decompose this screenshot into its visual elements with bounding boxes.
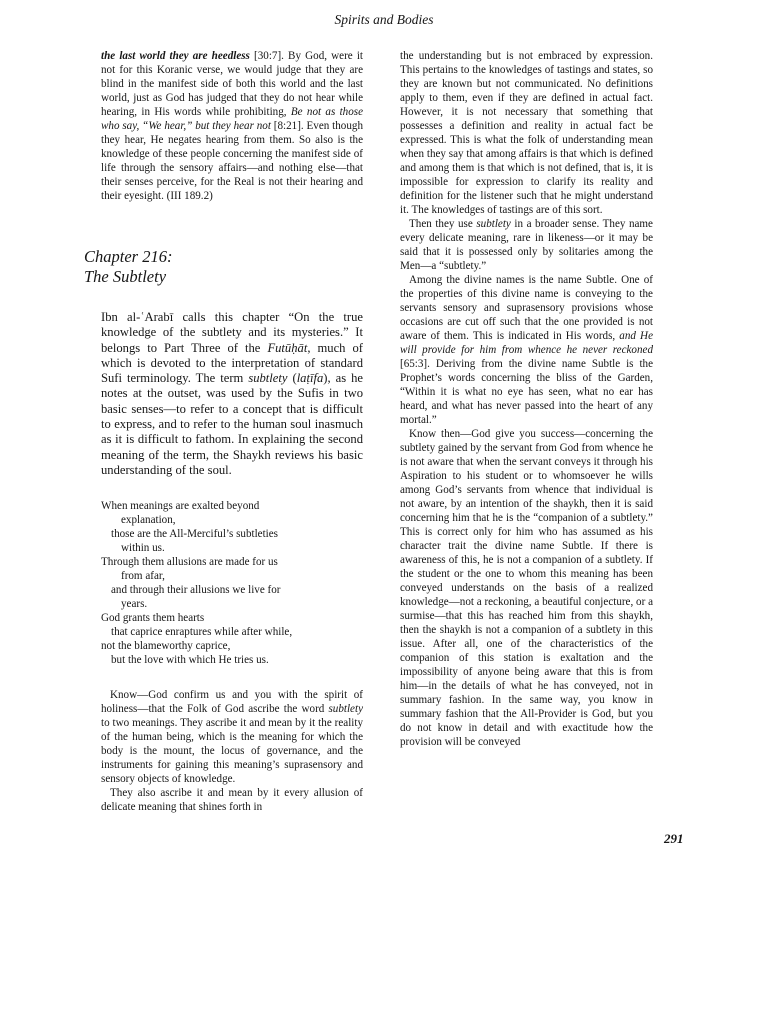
paragraph-text: to two meanings. They ascribe it and mean by it the reality of the human being, which is the meaning for which the body is the mount, the locus of governance, and the instruments for gaining this meaning’s suprasensory and sensory objects of knowledge. xyxy=(101,717,363,786)
paragraph-text: Then they use xyxy=(409,218,477,230)
poem xyxy=(101,499,363,667)
intro-text: , much of which is devoted to the interpretation of standard Sufi terminology. The term xyxy=(101,340,363,386)
right-paragraph-3 xyxy=(400,273,653,427)
poem-line: that caprice enraptures while after while, xyxy=(111,626,293,639)
running-head: Spirits and Bodies xyxy=(334,12,434,27)
intro-text: ), as he notes at the outset, was used by the Sufis in two basic senses—to refer to a concept that is difficult to express, and to refer to the human soul inasmuch as it is difficult to fathom. In explaining the second meaning of the term, the Shaykh reviews his basic understanding of the soul. xyxy=(101,371,363,477)
poem-line: within us. xyxy=(121,542,165,555)
left-paragraph-3: They also ascribe it and mean by it every allusion of delicate meaning that shines forth in xyxy=(101,787,363,814)
left-paragraph-2 xyxy=(101,688,363,786)
chapter-heading xyxy=(84,247,363,287)
page-number: 291 xyxy=(664,831,684,846)
paragraph-text: [8:21]. Even though they hear, He negates hearing from them. So also is the knowledge of these people concerning the manifest side of life through the sensory affairs—and nothing else—that their senses perceive, for the Real is not their hearing and their eyesight. (III 189.2) xyxy=(101,120,363,202)
work-title: Futūḥāt xyxy=(267,340,308,355)
poem-line: explanation, xyxy=(121,514,176,527)
intro-text: Ibn al-ʿArabī calls this chapter “On the true knowledge of the subtlety and its mysteries.” It belongs to Part Three of the xyxy=(101,310,363,355)
paragraph-text: Know—God confirm us and you with the spirit of holiness—that the Folk of God ascribe the word xyxy=(101,689,363,716)
right-paragraph-2 xyxy=(400,217,653,273)
poem-line: When meanings are exalted beyond xyxy=(101,500,260,513)
intro-text: ( xyxy=(287,371,297,386)
chapter-intro xyxy=(101,310,363,478)
poem-line: years. xyxy=(121,598,148,611)
paragraph-text: [65:3]. Deriving from the divine name Subtle is the Prophet’s words concerning the bliss of the Garden, “Within it is what no eye has seen, what no ear has heard, and what has never passed into the heart of any mortal.” xyxy=(400,358,653,426)
poem-line: but the love with which He tries us. xyxy=(111,654,269,667)
left-column xyxy=(84,49,364,814)
paragraph-text: Among the divine names is the name Subtle. One of the properties of this divine name is conveying to the servants sensory and suprasensory provisions whose occasions are cut off such that the one provided is not aware of them. This is indicated in His words, xyxy=(400,274,653,342)
arabic-term: laṭīfa xyxy=(296,371,324,386)
chapter-number: Chapter 216: xyxy=(84,247,173,266)
poem-line: God grants them hearts xyxy=(101,612,205,625)
poem-line: from afar, xyxy=(121,570,165,583)
paragraph-text: in a broader sense. They name every delicate meaning, rare in likeness—or it may be said that it is possessed only by solitaries among the Men—a “subtlety.” xyxy=(400,218,653,272)
citation-text: the last world they are heedless xyxy=(101,50,250,62)
left-paragraph-1 xyxy=(101,49,363,203)
right-paragraph-1: the understanding but is not embraced by expression. This pertains to the knowledges of tastings and states, so they are known but not communicated. No definitions apply to them, even if they are defined in actual fact. However, it is not necessary that something that possesses a definition and reality in actual fact be expressed. This is what the folk of understanding mean when they say that among affairs is that which is defined and among them is that which is not defined, that is, it is impossible for expression to clarify its reality and definition for the listener such that he might understand it. The knowledges of tastings are of this sort. xyxy=(400,50,653,216)
term: subtlety xyxy=(476,218,511,230)
poem-line: not the blameworthy caprice, xyxy=(101,640,231,653)
right-column xyxy=(400,49,653,749)
poem-line: those are the All-Merciful’s subtleties xyxy=(111,528,278,541)
poem-line: and through their allusions we live for xyxy=(111,584,281,597)
right-paragraph-4: Know then—God give you success—concerning the subtlety gained by the servant from God from whence he is not aware that when the servant conveys it through his Aspiration to his student or to whomsoever he wills among God’s servants from whence that individual is not aware, by an intention of the shaykh, then it is said concerning him that he is the “companion of a subtlety.” This is correct only for him who has assumed as his character trait the divine name Subtle. If there is awareness of this, he is not a companion of a subtlety. If the student or the one to whom this meaning has been conveyed understands on the basis of a realized knowledge—not a reckoning, a beautiful conjecture, or a surmise—that this has reached him from this shaykh, then the shaykh is not a companion of a subtlety in this issue. After all, one of the characteristics of the companion of this station is exaltation and the impossibility of anyone being aware that this is from him—in the details of what he has conveyed, not in summary fashion. In the same way, you know in summary fashion that the All-Provider is God, but you do not know in detail and with exactitude how the provision will be conveyed xyxy=(400,428,653,748)
koran-quote: Be not as those who say, “We hear,” but they hear not xyxy=(101,106,364,132)
term: subtlety xyxy=(328,703,363,716)
term: subtlety xyxy=(248,371,288,386)
paragraph-text: [30:7]. By God, were it not for this Koranic verse, we would judge that they are blind in the manifest side of both this world and the last world, just as God has judged that they do not hear while hearing, in His words while prohibiting, xyxy=(101,50,364,118)
chapter-title: The Subtlety xyxy=(84,267,167,286)
koran-quote: and He will provide for him from whence he never reckoned xyxy=(400,330,653,356)
poem-line: Through them allusions are made for us xyxy=(101,556,278,569)
